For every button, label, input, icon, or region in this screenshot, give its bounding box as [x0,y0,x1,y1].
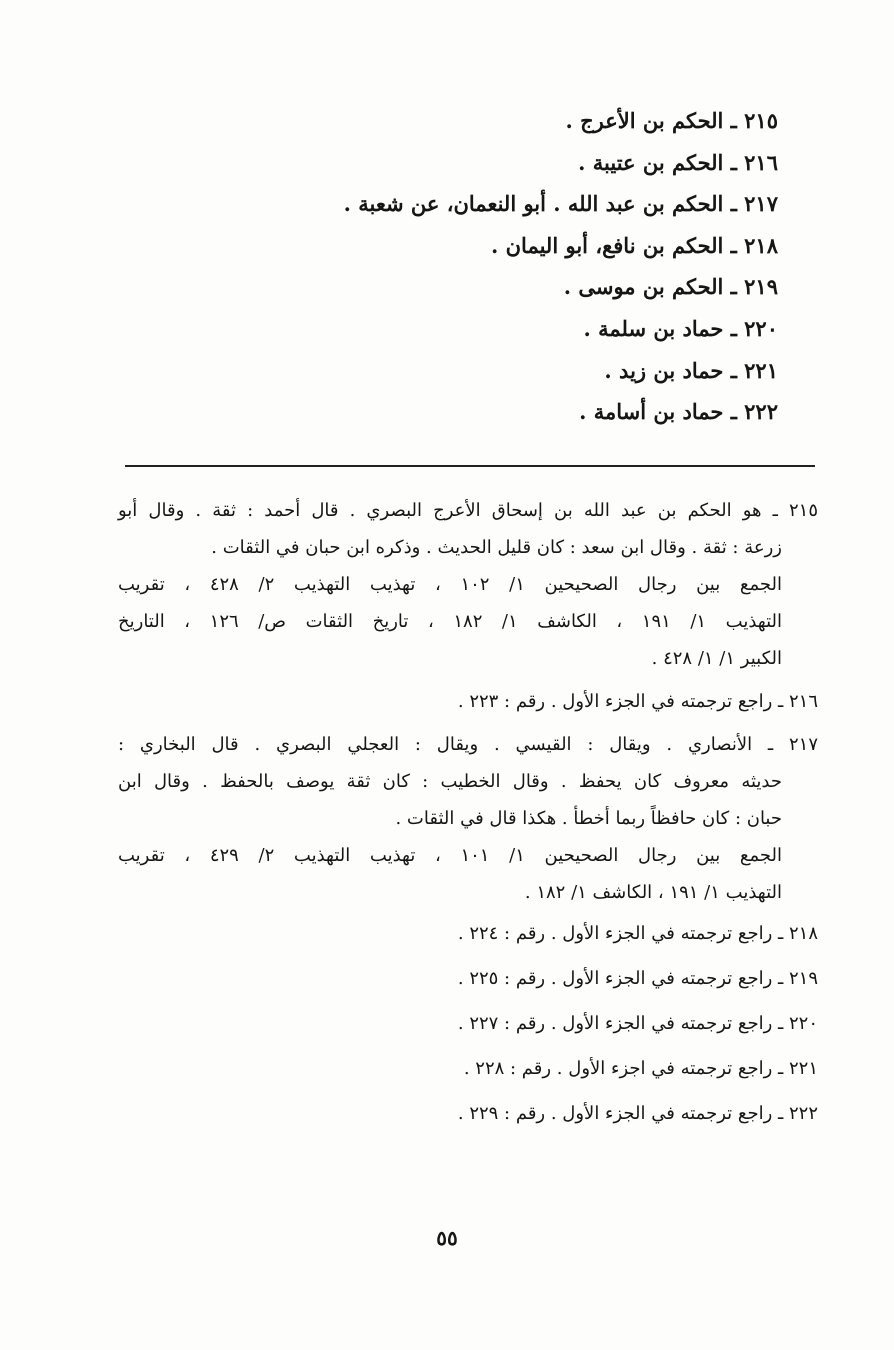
footnote-217-line: حديثه معروف كان يحفظ . وقال الخطيب : كان ثقة يوصف بالحفظ . وقال ابن [118,771,782,792]
footnote-217-line: الجمع بين رجال الصحيحين ١/ ١٠١ ، تهذيب التهذيب ٢/ ٤٢٩ ، تقريب [118,845,782,866]
footnote-215-line: الجمع بين رجال الصحيحين ١/ ١٠٢ ، تهذيب التهذيب ٢/ ٤٢٨ ، تقريب [118,574,782,595]
footnotes-short [118,911,818,1136]
name-entry-219: ٢١٩ ـ الحكم بن موسى . [563,274,778,300]
footnote-divider [125,465,815,467]
name-entry-222: ٢٢٢ ـ حماد بن أسامة . [579,399,778,425]
name-entry-215: ٢١٥ ـ الحكم بن الأعرج . [565,108,778,133]
footnote-215-line: زرعة : ثقة . وقال ابن سعد : كان قليل الحديث . وذكره ابن حبان في الثقات . [211,537,782,558]
footnote-217 [118,726,818,911]
footnote-219: ٢١٩ ـ راجع ترجمته في الجزء الأول . رقم : ٢٢٥ . [457,968,818,989]
footnote-222: ٢٢٢ ـ راجع ترجمته في الجزء الأول . رقم : ٢٢٩ . [457,1103,818,1124]
footnotes [118,492,818,1136]
name-entry-220: ٢٢٠ ـ حماد بن سلمة . [583,315,778,341]
footnote-218: ٢١٨ ـ راجع ترجمته في الجزء الأول . رقم : ٢٢٤ . [457,923,818,944]
footnote-215 [118,492,818,677]
footnote-216 [118,683,818,720]
footnote-217-line: ٢١٧ ـ الأنصاري . ويقال : القيسي . ويقال : العجلي البصري . قال البخاري : [118,734,818,755]
name-entry-221: ٢٢١ ـ حماد بن زيد . [604,357,778,383]
names-list [100,100,778,433]
footnote-217-line: حبان : كان حافظاً ربما أخطأ . هكذا قال في الثقات . [395,808,782,829]
footnote-217-line: التهذيب ١/ ١٩١ ، الكاشف ١/ ١٨٢ . [524,882,782,903]
footnote-215-line: ٢١٥ ـ هو الحكم بن عبد الله بن إسحاق الأعرج البصري . قال أحمد : ثقة . وقال أبو [118,500,818,521]
footnote-215-line: الكبير ١/ ١/ ٤٢٨ . [651,648,782,669]
name-entry-218: ٢١٨ ـ الحكم بن نافع، أبو اليمان . [491,232,778,258]
footnote-220: ٢٢٠ ـ راجع ترجمته في الجزء الأول . رقم : ٢٢٧ . [457,1013,818,1034]
name-entry-217: ٢١٧ ـ الحكم بن عبد الله . أبو النعمان، عن شعبة . [343,191,778,217]
footnote-221: ٢٢١ ـ راجع ترجمته في اجزء الأول . رقم : ٢٢٨ . [463,1058,818,1079]
footnote-216-line: ٢١٦ ـ راجع ترجمته في الجزء الأول . رقم : ٢٢٣ . [457,691,818,712]
footnote-215-line: التهذيب ١/ ١٩١ ، الكاشف ١/ ١٨٢ ، تاريخ الثقات ص/ ١٢٦ ، التاريخ [118,611,782,632]
page-number: ٥٥ [436,1226,458,1250]
name-entry-216: ٢١٦ ـ الحكم بن عتيبة . [578,149,778,175]
